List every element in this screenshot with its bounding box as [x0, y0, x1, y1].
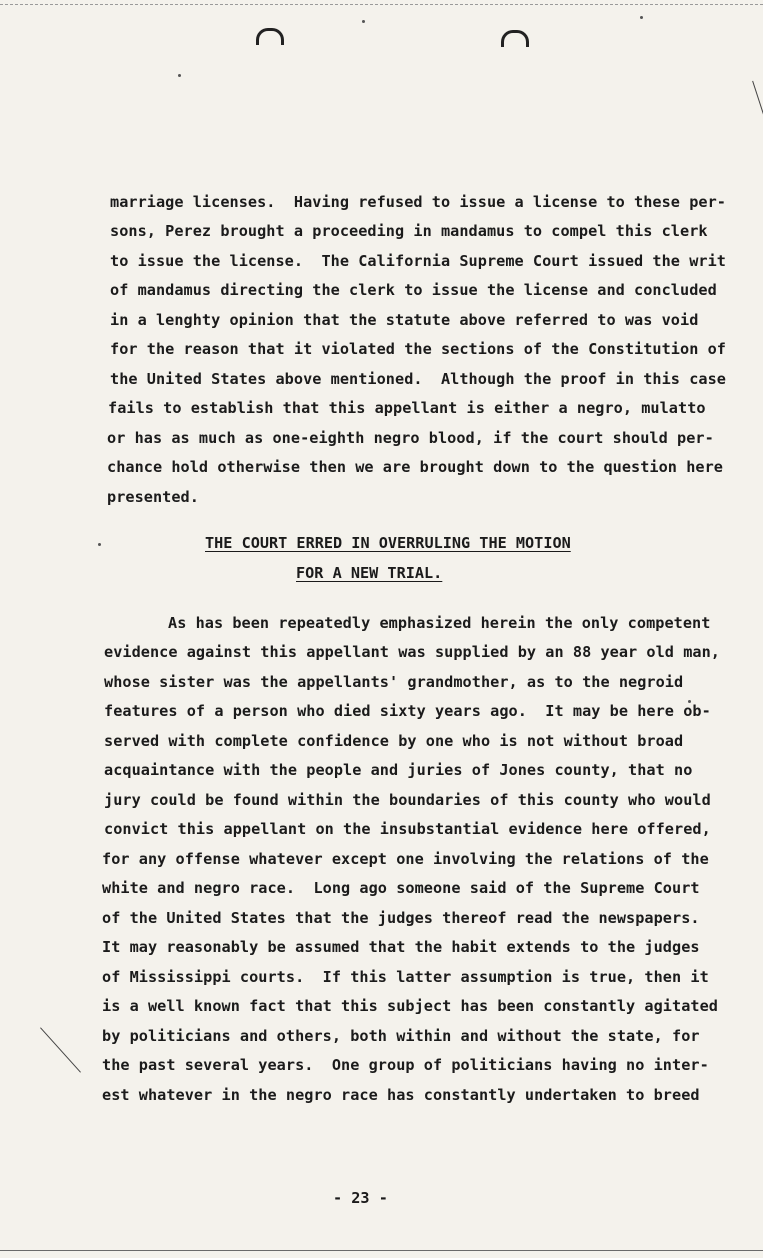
binder-hole-mark-left: [256, 28, 284, 45]
text-line: white and negro race. Long ago someone said of the Supreme Court: [102, 879, 700, 897]
scan-speck: [362, 20, 365, 23]
text-line: of mandamus directing the clerk to issue the license and concluded: [110, 281, 717, 299]
text-line: est whatever in the negro race has constantly undertaken to breed: [102, 1086, 700, 1104]
scan-speck: [178, 74, 181, 77]
text-line: chance hold otherwise then we are brought down to the question here: [107, 458, 723, 476]
page-number: - 23 -: [333, 1189, 388, 1207]
text-line: of Mississippi courts. If this latter assumption is true, then it: [102, 968, 709, 986]
text-line: sons, Perez brought a proceeding in mandamus to compel this clerk: [110, 222, 708, 240]
text-line: jury could be found within the boundaries of this county who would: [104, 791, 711, 809]
text-line: acquaintance with the people and juries of Jones county, that no: [104, 761, 693, 779]
text-line: or has as much as one-eighth negro blood, if the court should per-: [107, 429, 714, 447]
text-line: to issue the license. The California Supreme Court issued the writ: [110, 252, 726, 270]
heading-line-2: FOR A NEW TRIAL.: [296, 564, 443, 582]
text-line: whose sister was the appellants' grandmother, as to the negroid: [104, 673, 684, 691]
text-line: It may reasonably be assumed that the habit extends to the judges: [102, 938, 700, 956]
text-line: for any offense whatever except one involving the relations of the: [102, 850, 709, 868]
text-line: features of a person who died sixty years ago. It may be here ob-: [104, 702, 711, 720]
heading-line-1: THE COURT ERRED IN OVERRULING THE MOTION: [205, 534, 571, 552]
binder-hole-mark-right: [501, 30, 529, 47]
text-line: of the United States that the judges thereof read the newspapers.: [102, 909, 700, 927]
text-line: marriage licenses. Having refused to issue a license to these per-: [110, 193, 726, 211]
text-line: in a lenghty opinion that the statute above referred to was void: [110, 311, 699, 329]
text-line: presented.: [107, 488, 199, 506]
text-line: the past several years. One group of politicians having no inter-: [102, 1056, 709, 1074]
text-line: for the reason that it violated the sections of the Constitution of: [110, 340, 726, 358]
top-border: [0, 4, 763, 5]
scan-mark: [40, 1027, 81, 1072]
text-line: evidence against this appellant was supplied by an 88 year old man,: [104, 643, 720, 661]
text-line: is a well known fact that this subject has been constantly agitated: [102, 997, 718, 1015]
text-line: convict this appellant on the insubstantial evidence here offered,: [104, 820, 711, 838]
text-line: fails to establish that this appellant is either a negro, mulatto: [108, 399, 706, 417]
text-line: the United States above mentioned. Although the proof in this case: [110, 370, 726, 388]
text-line: by politicians and others, both within and without the state, for: [102, 1027, 700, 1045]
text-line: served with complete confidence by one who is not without broad: [104, 732, 684, 750]
scan-speck: [640, 16, 643, 19]
scan-speck: [98, 543, 101, 546]
text-line: As has been repeatedly emphasized herein the only competent: [168, 614, 711, 632]
scan-mark: [752, 81, 763, 117]
bottom-border: [0, 1250, 763, 1251]
